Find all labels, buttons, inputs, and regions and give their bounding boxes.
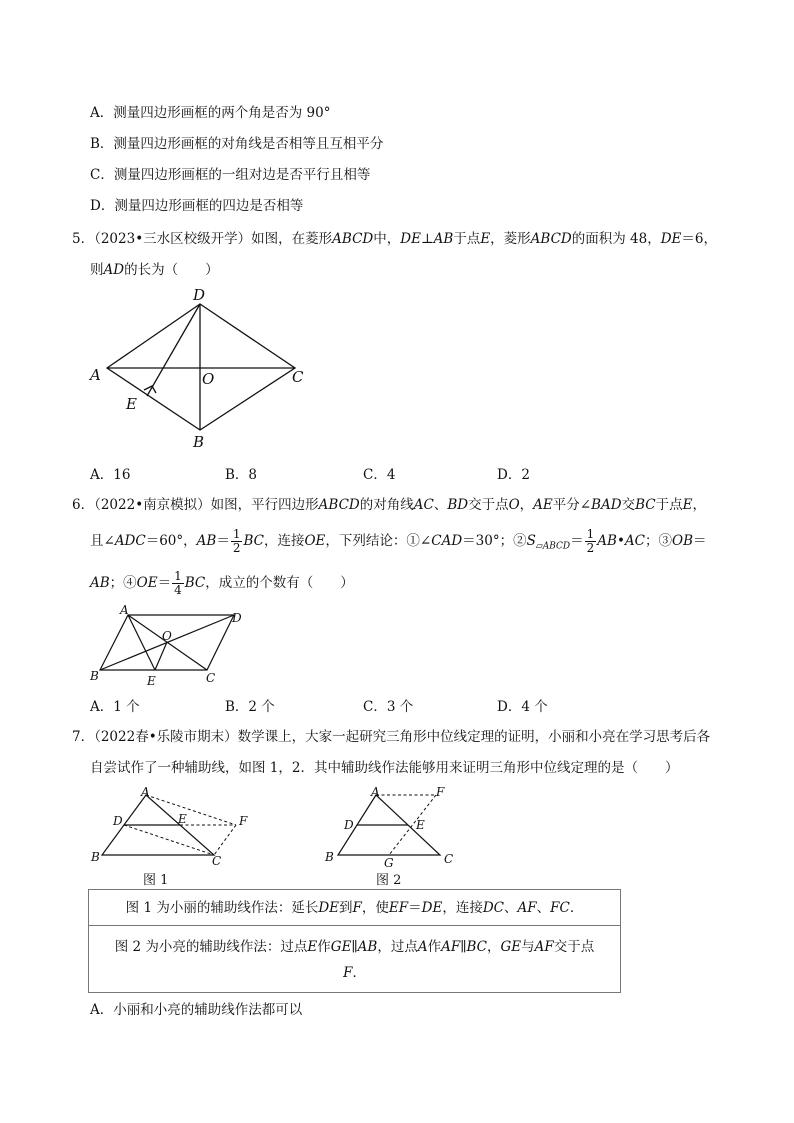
q4-option-b: B．测量四边形画框的对角线是否相等且互相平分	[90, 136, 384, 152]
fig1-caption: 图 1	[143, 873, 169, 887]
q7-stem-line1: 7．（2022春•乐陵市期末）数学课上，大家一起研究三角形中位线定理的证明，小丽和小亮在学习思考后各	[72, 729, 711, 745]
segment-de	[147, 304, 200, 396]
fraction-one-quarter: $\frac{1}{4}$	[174, 569, 182, 597]
q5-option-b: B．8	[225, 467, 258, 483]
q7-figure-1	[84, 783, 264, 887]
fraction-one-half: $\frac{1}{2}$	[232, 527, 241, 555]
q6-option-d: D．4 个	[497, 699, 548, 715]
label-a: A	[120, 603, 129, 617]
q7-option-a: A．小丽和小亮的辅助线作法都可以	[90, 1002, 303, 1018]
fig1-label-a: A	[141, 785, 150, 799]
q5-option-c: C．4	[363, 467, 396, 483]
q6-option-c: C．3 个	[363, 699, 414, 715]
fig1-label-e: E	[178, 812, 187, 826]
q6-parallelogram-figure	[82, 600, 262, 692]
q5-stem-line2: 则AD的长为（ ）	[90, 262, 219, 278]
fig2-label-b: B	[325, 850, 334, 864]
fig1-label-d: D	[113, 814, 123, 828]
label-c: C	[292, 368, 304, 386]
segment-fc-dashed	[214, 825, 236, 855]
label-e: E	[147, 674, 156, 688]
label-a: A	[90, 366, 101, 384]
segment-dc-dashed	[124, 825, 214, 855]
q4-option-c: C．测量四边形画框的一组对边是否平行且相等	[90, 167, 371, 183]
table-row-method-1: 图 1 为小丽的辅助线作法：延长DE到F，使EF＝DE，连接DC、AF、FC．	[89, 890, 620, 926]
q5-rhombus-figure	[80, 282, 330, 457]
fig2-label-e: E	[416, 818, 425, 832]
fig1-label-b: B	[91, 850, 100, 864]
q6-stem-line1: 6．（2022•南京模拟）如图，平行四边形ABCD的对角线AC、BD交于点O，AE平分∠BAD交BC于点E，	[72, 497, 706, 513]
q6-option-a: A．1 个	[90, 699, 140, 715]
fig2-label-d: D	[344, 818, 354, 832]
label-c: C	[206, 671, 216, 685]
label-b: B	[193, 433, 205, 451]
q7-method-table	[88, 889, 621, 993]
fig2-label-f: F	[436, 785, 445, 799]
fig2-label-c: C	[444, 852, 454, 866]
label-e: E	[126, 395, 137, 413]
label-b: B	[90, 669, 99, 683]
segment-ae	[128, 615, 155, 670]
segment-af-dashed	[146, 795, 236, 825]
q6-option-b: B．2 个	[225, 699, 275, 715]
label-d: D	[193, 286, 206, 304]
table-row-method-2: 图 2 为小亮的辅助线作法：过点E作GE∥AB，过点A作AF∥BC，GE与AF交于点 F．	[114, 939, 595, 981]
fig2-label-g: G	[384, 856, 394, 870]
q7-figure-2	[318, 783, 478, 887]
label-o: O	[202, 370, 215, 388]
label-o: O	[162, 629, 172, 643]
q5-stem-line1: 5．（2023•三水区校级开学）如图，在菱形ABCD中，DE⊥AB于点E，菱形ABCD的面积为 48，DE＝6，	[72, 231, 718, 247]
fig2-caption: 图 2	[376, 873, 402, 887]
q4-option-d: D．测量四边形画框的四边是否相等	[90, 198, 304, 214]
q5-option-a: A．16	[90, 467, 131, 483]
q6-stem-line3: AB；④OE＝ $\frac{1}{4}$ BC，成立的个数有（ ）	[90, 569, 354, 597]
q5-option-d: D．2	[497, 467, 530, 483]
fig1-label-f: F	[239, 814, 248, 828]
q6-stem-line2: 且∠ADC＝60°，AB＝ $\frac{1}{2}$ BC，连接OE，下列结论：①∠CAD＝30°；$②S_{▱ABCD}=$ $\frac{1}{2}$ AB•AC；③OB＝	[90, 527, 707, 555]
fig2-label-a: A	[371, 785, 380, 799]
q7-stem-line2: 自尝试作了一种辅助线，如图 1，2．其中辅助线作法能够用来证明三角形中位线定理的是（ ）	[90, 760, 679, 776]
fig1-label-c: C	[212, 854, 222, 868]
q4-option-a: A．测量四边形画框的两个角是否为 90°	[90, 105, 331, 121]
label-d: D	[232, 611, 242, 625]
fraction-one-half-2: $\frac{1}{2}$	[586, 527, 595, 555]
